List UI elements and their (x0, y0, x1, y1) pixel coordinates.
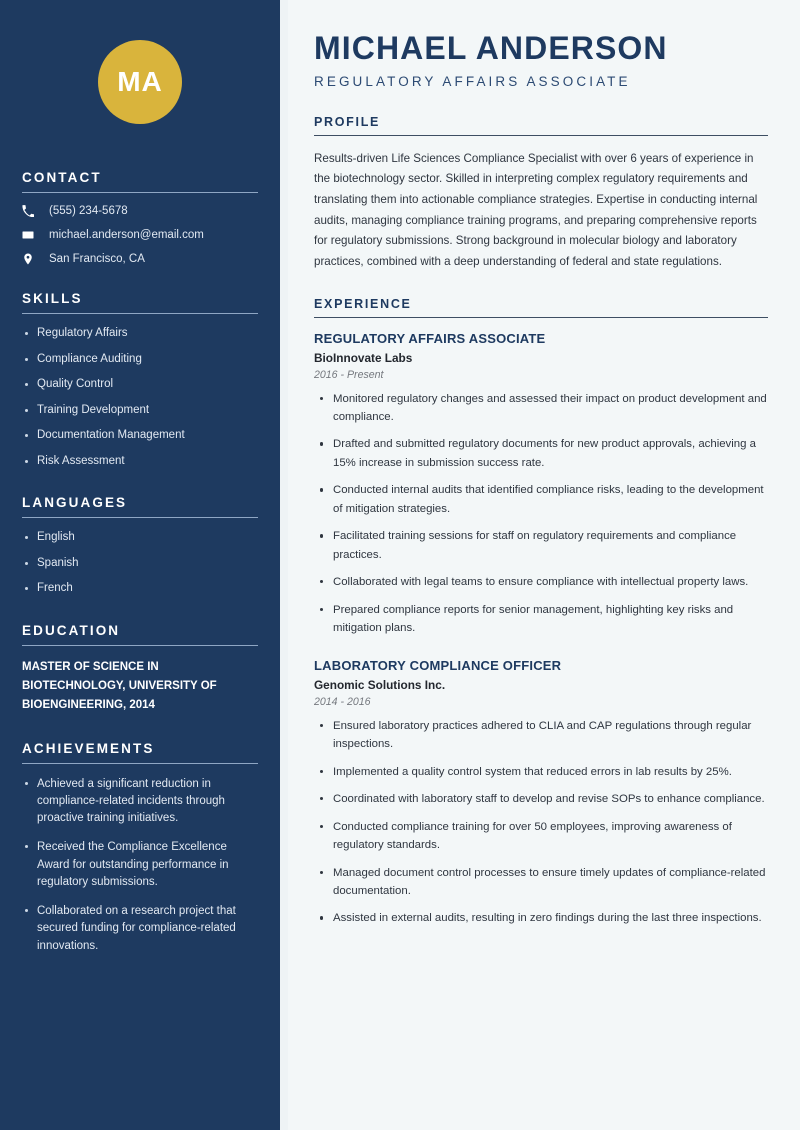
skills-section (22, 291, 258, 469)
list-item: Documentation Management (22, 428, 258, 444)
skills-divider (22, 313, 258, 314)
list-item: Achieved a significant reduction in compliance-related incidents through proactive training initiatives. (22, 776, 258, 828)
list-item: Facilitated training sessions for staff on regulatory requirements and compliance practices. (314, 527, 768, 564)
envelope-icon (22, 229, 42, 241)
experience-heading: EXPERIENCE (314, 296, 412, 311)
skills-heading: SKILLS (22, 291, 83, 306)
list-item: Ensured laboratory practices adhered to CLIA and CAP regulations through regular inspections. (314, 717, 768, 754)
list-item: French (22, 581, 258, 597)
list-item: Prepared compliance reports for senior management, highlighting key risks and mitigation plans. (314, 601, 768, 638)
languages-list (22, 530, 258, 597)
contact-item-email[interactable] (22, 229, 258, 241)
languages-divider (22, 517, 258, 518)
list-item: Managed document control processes to ensure timely updates of compliance-related documentation. (314, 864, 768, 901)
phone-icon (22, 205, 42, 217)
job-title: REGULATORY AFFAIRS ASSOCIATE (314, 330, 546, 346)
job-title: LABORATORY COMPLIANCE OFFICER (314, 657, 562, 673)
email-value: michael.anderson@email.com (49, 229, 204, 241)
list-item: Monitored regulatory changes and assessed their impact on product development and compliance. (314, 390, 768, 427)
avatar: MA (98, 40, 182, 124)
education-section (22, 623, 258, 715)
achievements-divider (22, 763, 258, 764)
education-heading: EDUCATION (22, 622, 121, 638)
list-item: Conducted compliance training for over 50 employees, improving awareness of regulatory standards. (314, 818, 768, 855)
map-pin-icon (22, 253, 42, 265)
achievements-list (22, 776, 258, 955)
job-company: Genomic Solutions Inc. (314, 677, 446, 692)
list-item: Implemented a quality control system that reduced errors in lab results by 25%. (314, 763, 768, 781)
list-item: Training Development (22, 403, 258, 419)
list-item: Regulatory Affairs (22, 326, 258, 342)
main-content (288, 0, 800, 1130)
profile-heading: PROFILE (314, 114, 381, 129)
page-title: MICHAEL ANDERSON (314, 30, 668, 66)
avatar-container (22, 0, 258, 170)
list-item: Collaborated with legal teams to ensure compliance with intellectual property laws. (314, 573, 768, 591)
job-company: BioInnovate Labs (314, 350, 413, 365)
contact-item-phone[interactable] (22, 205, 258, 217)
contact-section (22, 170, 258, 265)
profile-section (314, 115, 768, 273)
achievements-section (22, 741, 258, 955)
experience-section (314, 297, 768, 928)
list-item: Compliance Auditing (22, 352, 258, 368)
phone-value: (555) 234-5678 (49, 205, 128, 217)
contact-item-location[interactable] (22, 253, 258, 265)
experience-entry (314, 658, 768, 928)
skills-list (22, 326, 258, 469)
languages-section (22, 495, 258, 597)
list-item: Assisted in external audits, resulting in zero findings during the last three inspections. (314, 909, 768, 927)
job-dates: 2016 - Present (314, 368, 384, 381)
contact-heading: CONTACT (22, 170, 102, 185)
sidebar (0, 0, 280, 1130)
education-entry: MASTER OF SCIENCE IN BIOTECHNOLOGY, UNIVERSITY OF BIOENGINEERING, 2014 (22, 660, 217, 711)
experience-entry (314, 331, 768, 638)
profile-divider (314, 135, 768, 136)
experience-divider (314, 317, 768, 318)
education-divider (22, 645, 258, 646)
job-bullet-list (314, 717, 768, 928)
achievements-heading: ACHIEVEMENTS (22, 740, 155, 756)
list-item: Drafted and submitted regulatory documents for new product approvals, achieving a 15% increase in submission success rate. (314, 435, 768, 472)
list-item: Risk Assessment (22, 454, 258, 470)
contact-divider (22, 192, 258, 193)
list-item: Received the Compliance Excellence Award for outstanding performance in regulatory submissions. (22, 839, 258, 891)
job-bullet-list (314, 390, 768, 638)
list-item: Coordinated with laboratory staff to develop and revise SOPs to enhance compliance. (314, 790, 768, 808)
profile-text: Results-driven Life Sciences Compliance Specialist with over 6 years of experience in the biotechnology sector. Skilled in interpreting complex regulatory requirements and translating them into actionable compliance strategies. Expertise in conducting internal audits, managing compliance training programs, and preparing comprehensive reports for regulatory submissions. Strong background in molecular biology and laboratory practices, combined with a deep understanding of federal and state regulations. (314, 151, 758, 268)
list-item: English (22, 530, 258, 546)
job-dates: 2014 - 2016 (314, 695, 371, 708)
list-item: Collaborated on a research project that secured funding for compliance-related innovations. (22, 903, 258, 955)
list-item: Conducted internal audits that identified compliance risks, leading to the development of mitigation strategies. (314, 481, 768, 518)
list-item: Quality Control (22, 377, 258, 393)
languages-heading: LANGUAGES (22, 495, 128, 511)
column-gutter (280, 0, 288, 1130)
job-role-subtitle: REGULATORY AFFAIRS ASSOCIATE (314, 73, 631, 89)
location-value: San Francisco, CA (49, 253, 145, 265)
list-item: Spanish (22, 556, 258, 572)
